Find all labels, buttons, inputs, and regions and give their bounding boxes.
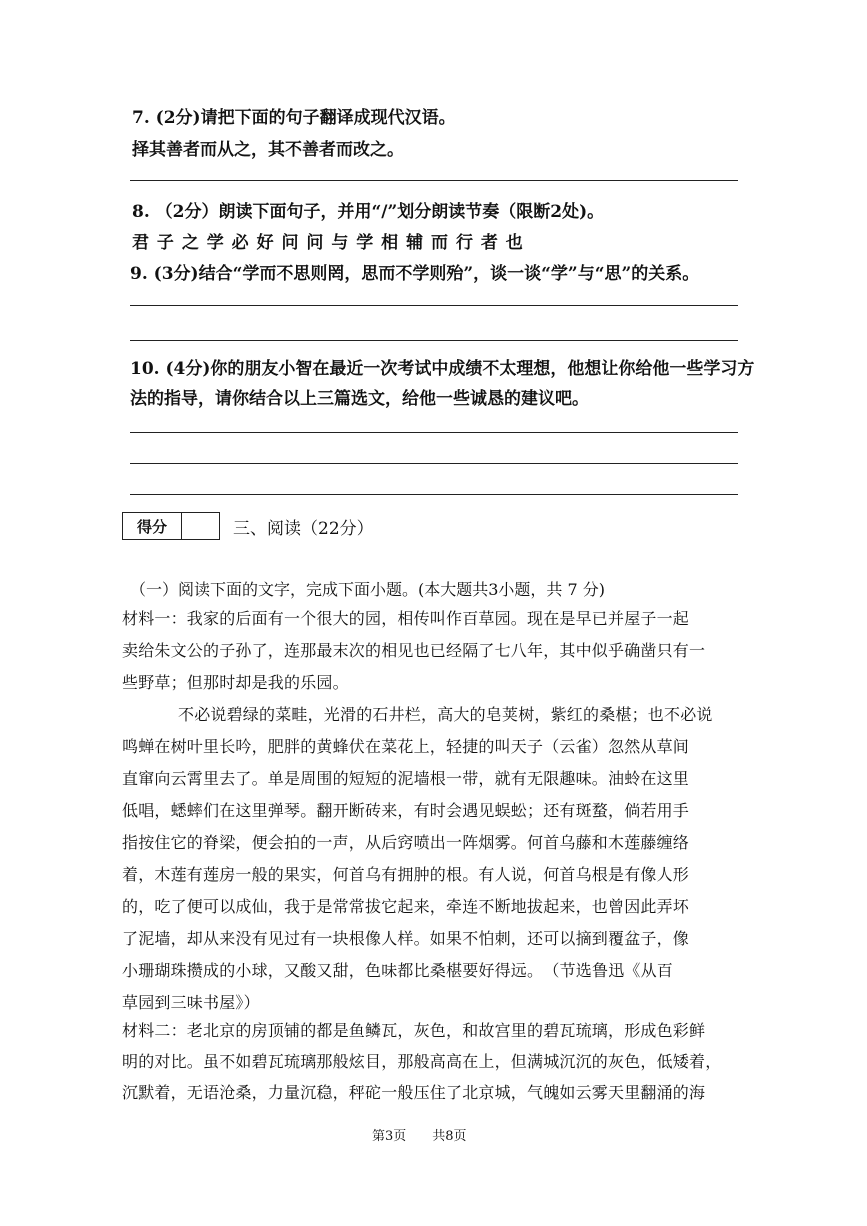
question-8-stem: 8. （2分）朗读下面句子，并用“/”划分朗读节奏（限断2处)。 [132,202,605,222]
score-label: 得分 [123,513,182,539]
answer-line[interactable] [130,340,738,341]
material-1-line: 直窜向云霄里去了。单是周围的短短的泥墙根一带，就有无限趣味。油蛉在这里 [122,769,690,788]
material-1-line: 指按住它的脊梁，便会拍的一声，从后窍喷出一阵烟雾。何首乌藤和木莲藤缠络 [122,833,690,852]
score-cell[interactable] [182,513,219,539]
material-1-line: 材料一：我家的后面有一个很大的园，相传叫作百草园。现在是早已并屋子一起 [122,609,690,628]
material-1-line: 卖给朱文公的子孙了，连那最末次的相见也已经隔了七八年，其中似乎确凿只有一 [122,641,706,660]
answer-line[interactable] [130,432,738,433]
question-8-sentence: 君 子 之 学 必 好 问 问 与 学 相 辅 而 行 者 也 [132,233,524,253]
answer-line[interactable] [130,463,738,464]
question-9-stem: 9. (3分)结合“学而不思则罔，思而不学则殆”，谈一谈“学”与“思”的关系。 [130,264,700,284]
answer-line[interactable] [130,494,738,495]
material-1-line: 的，吃了便可以成仙，我于是常常拔它起来，牵连不断地拔起来，也曾因此弄坏 [122,897,690,916]
question-7-stem: 7. (2分)请把下面的句子翻译成现代汉语。 [132,108,456,128]
material-2-line: 沉默着，无语沧桑，力量沉稳，秤砣一般压住了北京城，气魄如云雾天里翻涌的海 [122,1083,706,1102]
reading-1-instructions: （一）阅读下面的文字，完成下面小题。(本大题共3小题，共 7 分) [130,580,606,599]
material-1-line: 小珊瑚珠攒成的小球，又酸又甜，色味都比桑椹要好得远。 （节选鲁迅《从百 [122,961,674,980]
material-1-line: 草园到三味书屋》） [122,993,260,1012]
material-1-line: 鸣蝉在树叶里长吟，肥胖的黄蜂伏在菜花上，轻捷的叫天子（云雀）忽然从草间 [122,737,690,756]
material-1-line: 些野草；但那时却是我的乐园。 [122,673,349,692]
material-1-line: 不必说碧绿的菜畦，光滑的石井栏，高大的皂荚树，紫红的桑椹；也不必说 [178,705,713,724]
section-3-title: 三、阅读（22分） [233,519,374,539]
answer-line[interactable] [130,180,738,181]
material-2-line: 材料二：老北京的房顶铺的都是鱼鳞瓦，灰色，和故宫里的碧瓦琉璃，形成色彩鲜 [122,1021,706,1040]
question-10-stem-line1: 10. (4分)你的朋友小智在最近一次考试中成绩不太理想，他想让你给他一些学习方 [130,359,755,379]
material-2-line: 明的对比。虽不如碧瓦琉璃那般炫目，那般高高在上，但满城沉沉的灰色，低矮着， [122,1052,722,1071]
material-1-line: 了泥墙，却从来没有见过有一块根像人样。如果不怕刺，还可以摘到覆盆子，像 [122,929,690,948]
answer-line[interactable] [130,305,738,306]
material-1-line: 低唱，蟋蟀们在这里弹琴。翻开断砖来，有时会遇见蜈蚣；还有斑蝥，倘若用手 [122,801,690,820]
material-1-line: 着，木莲有莲房一般的果实，何首乌有拥肿的根。有人说，何首乌根是有像人形 [122,865,690,884]
question-7-sentence: 择其善者而从之，其不善者而改之。 [132,140,404,160]
score-box [122,512,220,540]
question-10-stem-line2: 法的指导，请你结合以上三篇选文，给他一些诚恳的建议吧。 [130,389,589,409]
page-number: 第3页 共8页 [372,1129,467,1144]
